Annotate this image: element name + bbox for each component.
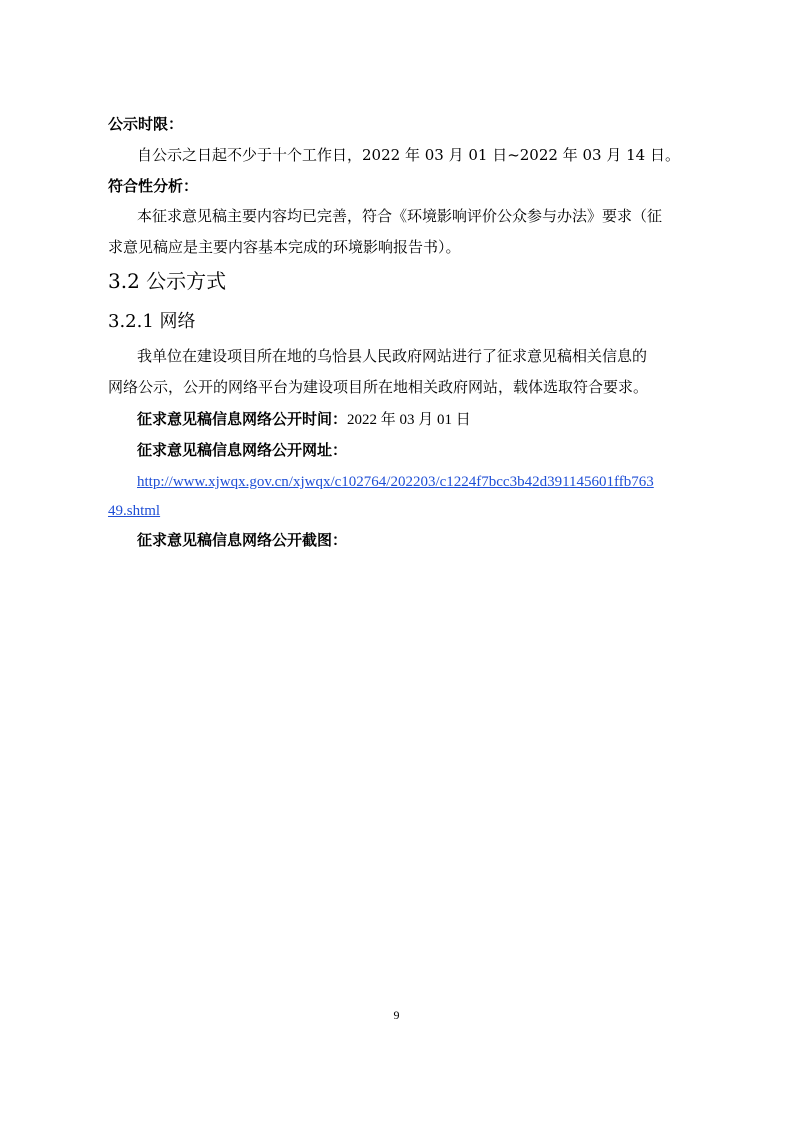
publish-url-label: 征求意见稿信息网络公开网址： [137, 441, 348, 459]
publish-url-line1-row [137, 471, 693, 492]
publish-url-link-part1[interactable]: http://www.xjwqx.gov.cn/xjwqx/c102764/202203/c1224f7bcc3b42d391145601ffb763 [137, 474, 654, 490]
network-text-line1: 我单位在建设项目所在地的乌恰县人民政府网站进行了征求意见稿相关信息的 [137, 347, 648, 365]
compliance-label: 符合性分析： [108, 177, 199, 195]
heading-3-2-1: 3.2.1 网络 [108, 311, 196, 332]
publish-url-link-part2[interactable]: 49.shtml [108, 503, 161, 519]
publish-screenshot-label: 征求意见稿信息网络公开截图： [137, 531, 348, 549]
compliance-text-line1: 本征求意见稿主要内容均已完善，符合《环境影响评价公众参与办法》要求（征 [137, 207, 663, 225]
publish-url-line2-row [108, 500, 693, 521]
page-number: 9 [393, 1008, 400, 1022]
compliance-text-line2: 求意见稿应是主要内容基本完成的环境影响报告书）。 [108, 238, 461, 256]
publish-time-value: 2022 年 03 月 01 日 [347, 412, 471, 428]
heading-3-2: 3.2 公示方式 [108, 269, 227, 293]
notice-period-text: 自公示之日起不少于十个工作日，2022 年 03 月 01 日~2022 年 03 月 14 日。 [137, 146, 680, 164]
notice-period-label: 公示时限： [108, 115, 184, 133]
publish-time-label: 征求意见稿信息网络公开时间： [137, 410, 348, 428]
publish-time-row [137, 409, 693, 430]
network-text-line2: 网络公示，公开的网络平台为建设项目所在地相关政府网站，载体选取符合要求。 [108, 378, 649, 396]
